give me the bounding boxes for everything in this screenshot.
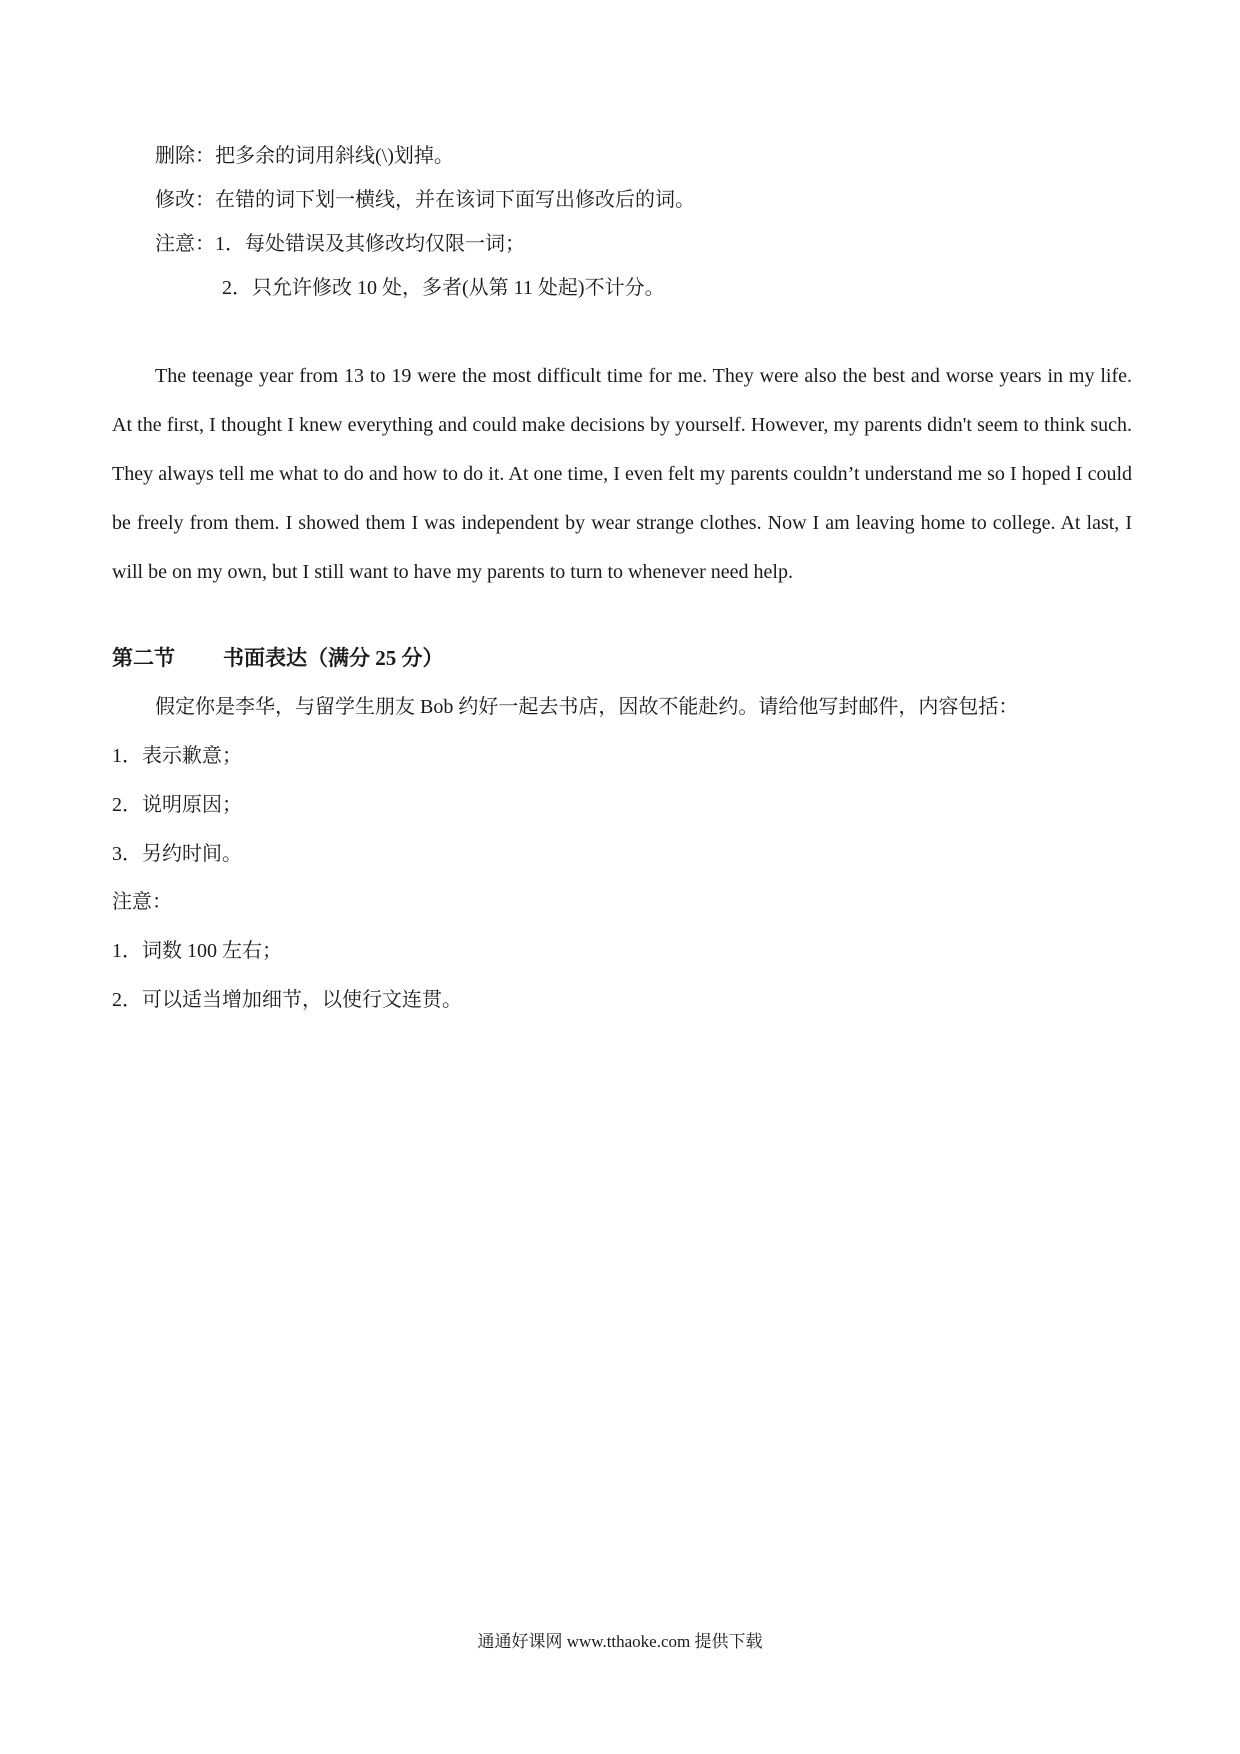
requirement-item: 2．说明原因； xyxy=(112,794,242,816)
note-item: 1．词数 100 左右； xyxy=(112,940,282,962)
requirement-item: 3．另约时间。 xyxy=(112,843,242,865)
delete-instruction: 删除：把多余的词用斜线(\)划掉。 xyxy=(155,145,454,167)
note-2: 2．只允许修改 10 处，多者(从第 11 处起)不计分。 xyxy=(222,277,665,299)
modify-instruction: 修改：在错的词下划一横线，并在该词下面写出修改后的词。 xyxy=(155,189,695,211)
writing-prompt: 假定你是李华，与留学生朋友 Bob 约好一起去书店，因故不能赴约。请给他写封邮件，内容包括： xyxy=(155,696,1019,718)
note-item: 2．可以适当增加细节，以使行文连贯。 xyxy=(112,989,462,1011)
page-footer: 通通好课网 www.tthaoke.com 提供下载 xyxy=(477,1632,763,1651)
requirement-item: 1．表示歉意； xyxy=(112,745,242,767)
proofreading-passage: The teenage year from 13 to 19 were the most difficult time for me. They were also the best and worse years in my life. At the first, I thought I knew everything and could make decisions by yourself. However, my parents didn't seem to think such. They always tell me what to do and how to do it. At one time, I even felt my parents couldn’t understand me so I hoped I could be freely from them. I showed them I was independent by wear strange clothes. Now I am leaving home to college. At last, I will be on my own, but I still want to have my parents to turn to whenever need help. xyxy=(112,365,1132,583)
note-1: 注意：1．每处错误及其修改均仅限一词； xyxy=(155,233,525,255)
section-title: 书面表达（满分 25 分） xyxy=(223,646,444,670)
section-number: 第二节 xyxy=(112,646,175,670)
section-heading xyxy=(112,644,444,672)
note-label: 注意： xyxy=(112,891,172,913)
